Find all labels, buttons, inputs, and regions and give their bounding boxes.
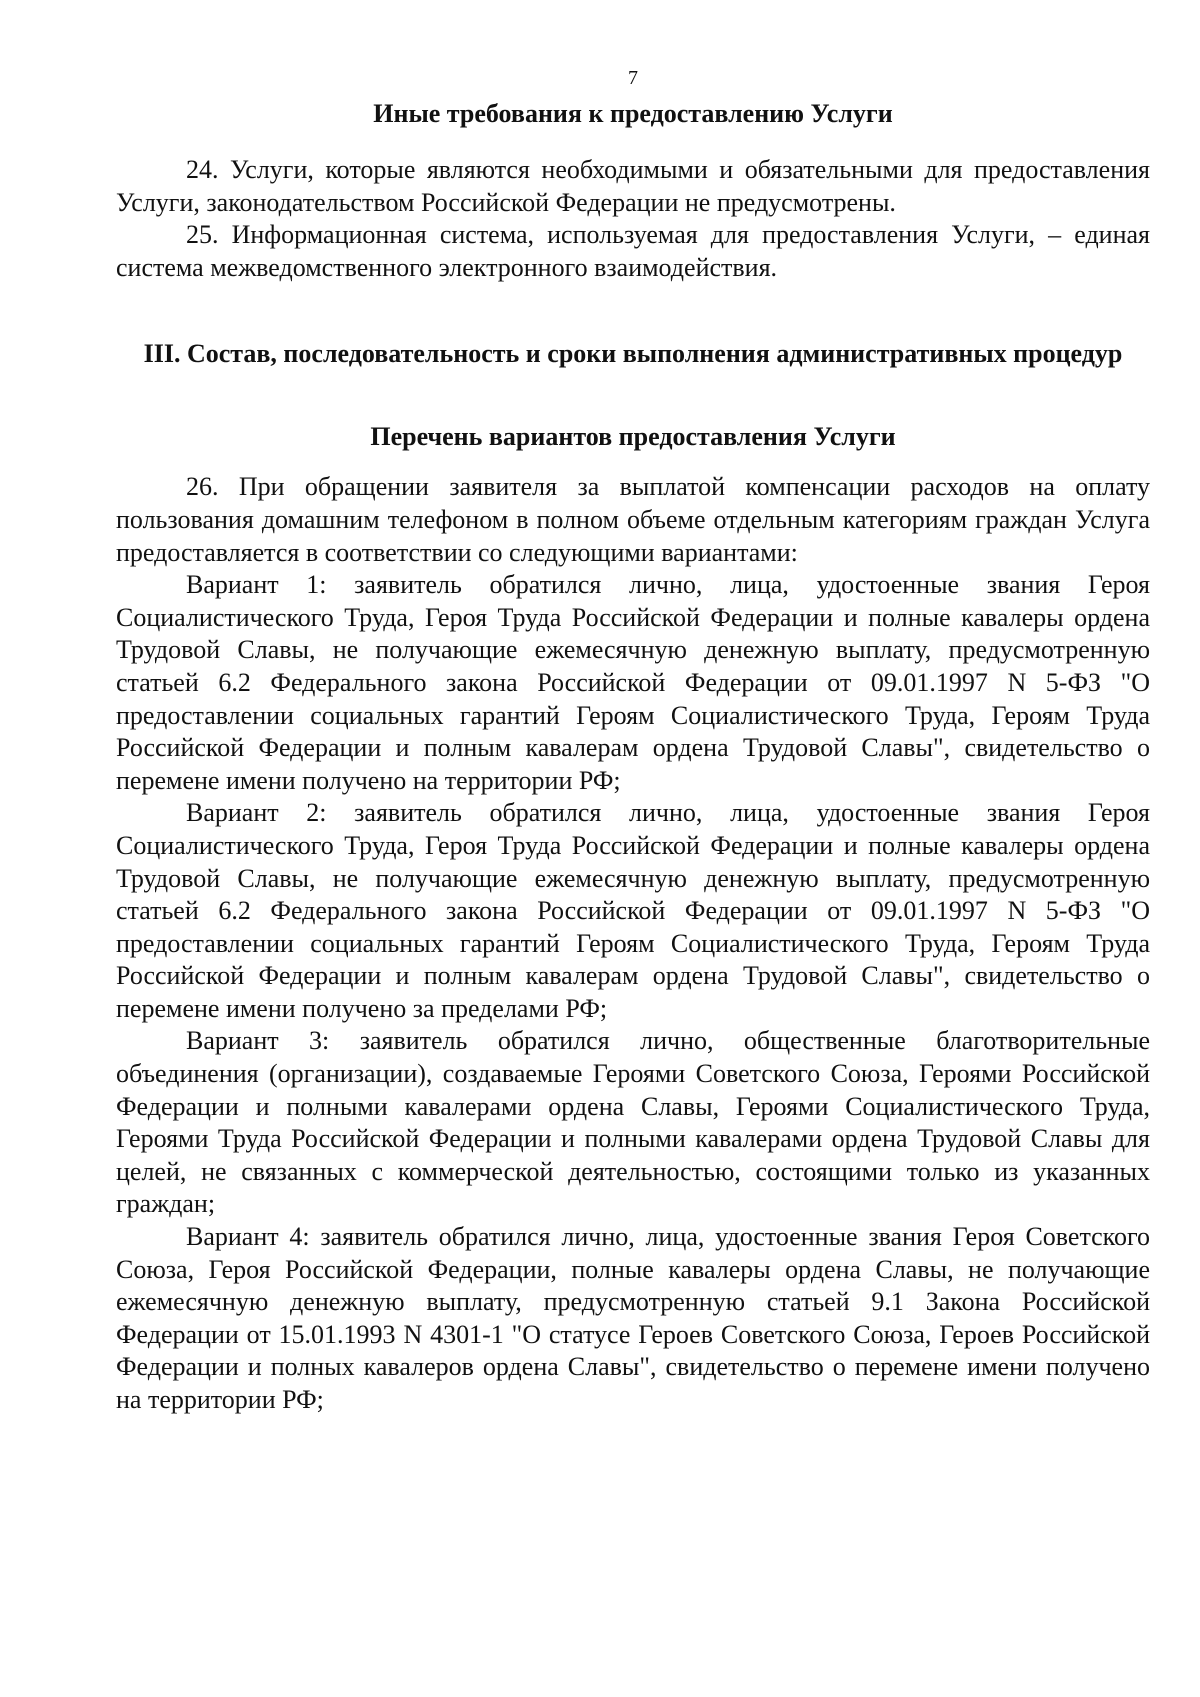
paragraph-variant-2: Вариант 2: заявитель обратился лично, лица, удостоенные звания Героя Социалистического Труда, Героя Труда Российской Федерации и полные кавалеры ордена Трудовой Славы, не получающие ежемесячную денежную выплату, предусмотренную статьей 6.2 Федерального закона Российской Федерации от 09.01.1997 N 5-ФЗ "О предоставлении социальных гарантий Героям Социалистического Труда, Героям Труда Российской Федерации и полным кавалерам ордена Трудовой Славы", свидетельство о перемене имени получено за пределами РФ; <box>116 798 1150 1023</box>
heading-variants-list: Перечень вариантов предоставления Услуги <box>370 422 896 452</box>
paragraph-variant-1: Вариант 1: заявитель обратился лично, лица, удостоенные звания Героя Социалистического Труда, Героя Труда Российской Федерации и полные кавалеры ордена Трудовой Славы, не получающие ежемесячную денежную выплату, предусмотренную статьей 6.2 Федерального закона Российской Федерации от 09.01.1997 N 5-ФЗ "О предоставлении социальных гарантий Героям Социалистического Труда, Героям Труда Российской Федерации и полным кавалерам ордена Трудовой Славы", свидетельство о перемене имени получено на территории РФ; <box>116 570 1150 795</box>
paragraph-26: 26. При обращении заявителя за выплатой компенсации расходов на оплату пользования домашним телефоном в полном объеме отдельным категориям граждан Услуга предоставляется в соответствии со следующими вариантами: <box>116 472 1150 567</box>
page-number: 7 <box>628 67 638 89</box>
heading-part-three: III. Состав, последовательность и сроки выполнения административных процедур <box>143 339 1123 369</box>
document-page <box>116 66 1150 1417</box>
paragraph-variant-3: Вариант 3: заявитель обратился лично, общественные благотворительные объединения (организации), создаваемые Героями Советского Союза, Героями Российской Федерации и полными кавалерами ордена Славы, Героями Социалистического Труда, Героями Труда Российской Федерации и полными кавалерами ордена Трудовой Славы для целей, не связанных с коммерческой деятельностью, состоящими только из указанных граждан; <box>116 1026 1150 1219</box>
paragraph-24: 24. Услуги, которые являются необходимыми и обязательными для предоставления Услуги, законодательством Российской Федерации не предусмотрены. <box>116 155 1150 217</box>
paragraph-25: 25. Информационная система, используемая для предоставления Услуги, – единая система межведомственного электронного взаимодействия. <box>116 220 1150 282</box>
heading-other-requirements: Иные требования к предоставлению Услуги <box>373 99 893 128</box>
paragraph-variant-4: Вариант 4: заявитель обратился лично, лица, удостоенные звания Героя Советского Союза, Героя Российской Федерации, полные кавалеры ордена Славы, не получающие ежемесячную денежную выплату, предусмотренную статьей 9.1 Закона Российской Федерации от 15.01.1993 N 4301-1 "О статусе Героев Советского Союза, Героев Российской Федерации и полных кавалеров ордена Славы", свидетельство о перемене имени получено на территории РФ; <box>116 1222 1150 1414</box>
